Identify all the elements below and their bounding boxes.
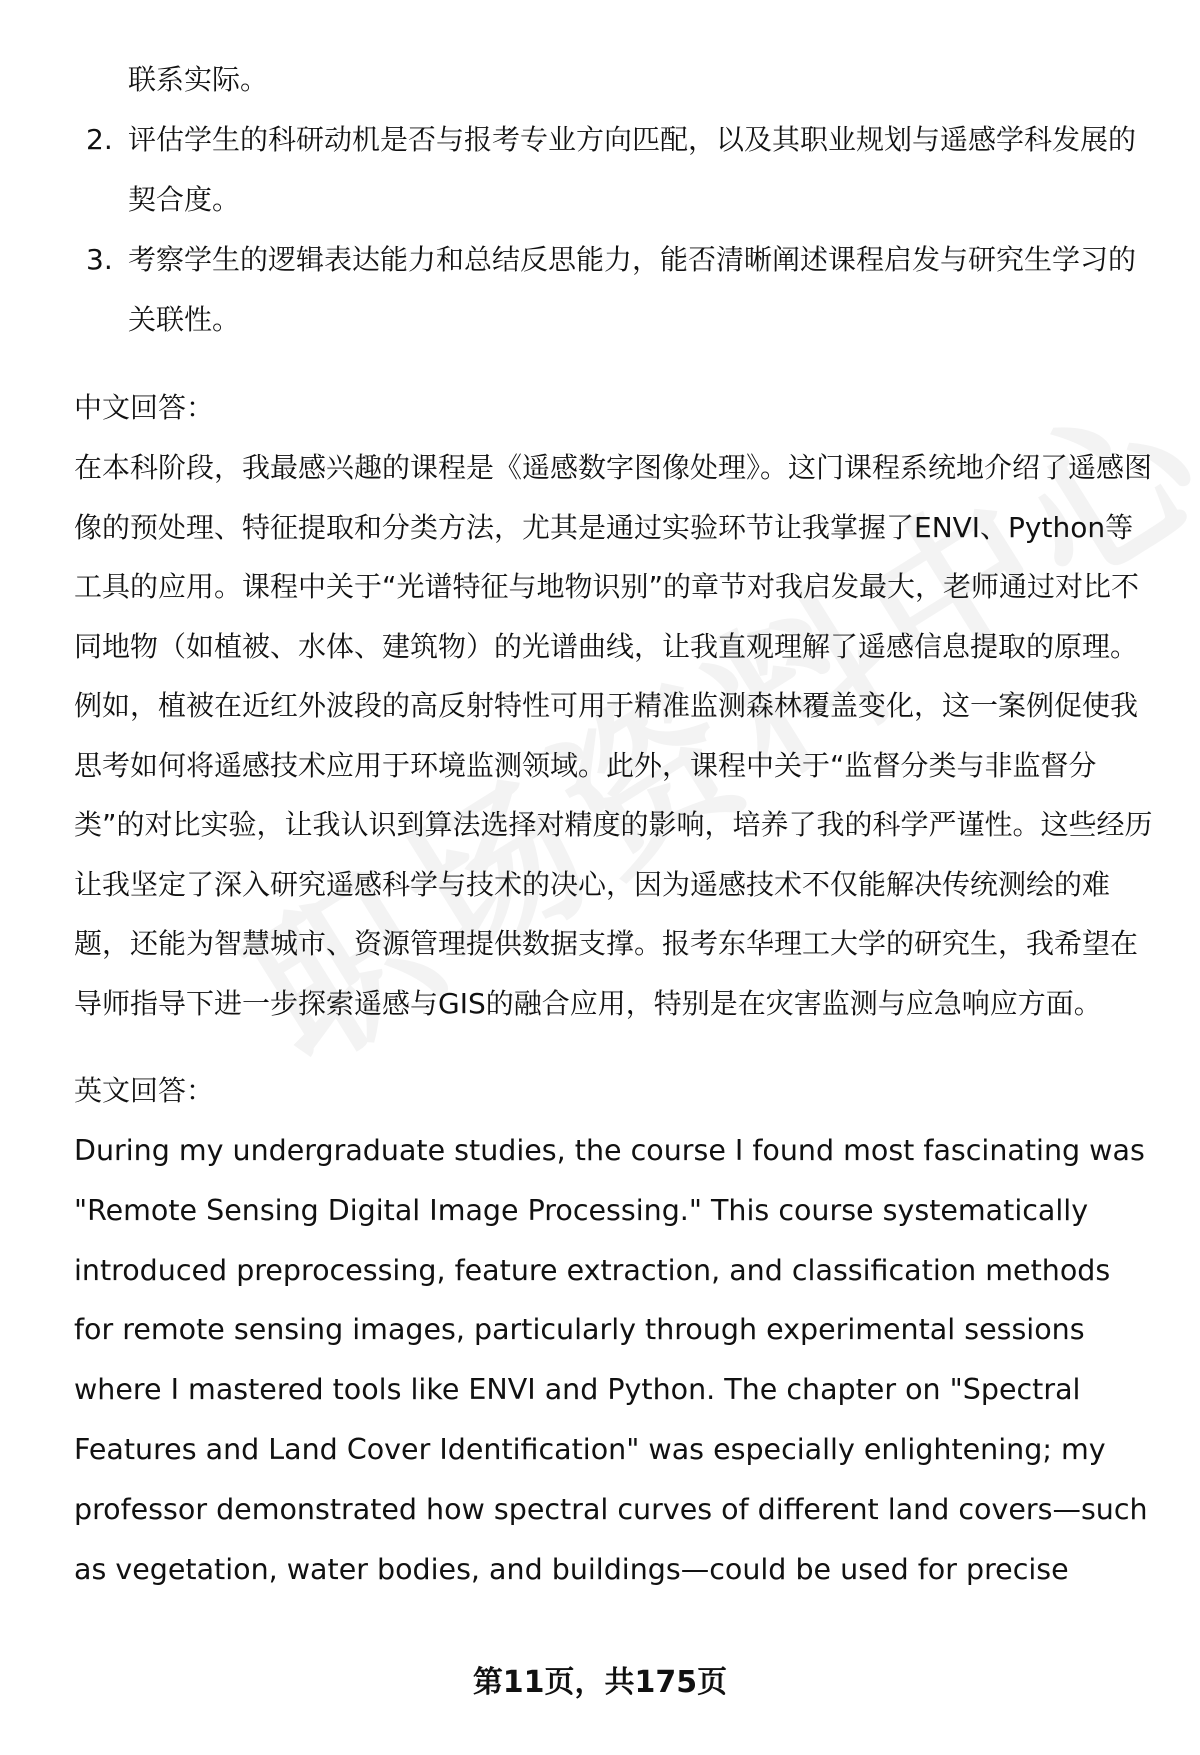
list-number: 2. [86,123,113,156]
list-item-continuation: 联系实际。 [128,63,269,96]
list-item-text: 考察学生的逻辑表达能力和总结反思能力，能否清晰阐述课程启发与研究生学习的关联性。 [128,243,1137,336]
criteria-list [74,110,1154,350]
page-number: 第11页，共175页 [472,1665,728,1700]
list-item [74,230,1154,350]
english-answer-text: During my undergraduate studies, the course I found most fascinating was "Remote Sensing Digital Image Processing." This course systematically introduced preprocessing, feature extraction, and classification methods for remote sensing images, particularly through experimental sessions where I mastered tools like ENVI and Python. The chapter on "Spectral Features and Land Cover Identification" was especially enlightening; my professor demonstrated how spectral curves of different land covers—such as vegetation, water bodies, and buildings—could be used for precise [74,1134,1148,1586]
document-body [74,50,1154,1599]
english-answer-label: 英文回答： [74,1074,215,1107]
list-item [74,110,1154,230]
chinese-answer-text: 在本科阶段，我最感兴趣的课程是《遥感数字图像处理》。这门课程系统地介绍了遥感图像的预处理、特征提取和分类方法，尤其是通过实验环节让我掌握了ENVI、Python等工具的应用。课程中关于“光谱特征与地物识别”的章节对我启发最大，老师通过对比不同地物（如植被、水体、建筑物）的光谱曲线，让我直观理解了遥感信息提取的原理。例如，植被在近红外波段的高反射特性可用于精准监测森林覆盖变化，这一案例促使我思考如何将遥感技术应用于环境监测领域。此外，课程中关于“监督分类与非监督分类”的对比实验，让我认识到算法选择对精度的影响，培养了我的科学严谨性。这些经历让我坚定了深入研究遥感科学与技术的决心，因为遥感技术不仅能解决传统测绘的难题，还能为智慧城市、资源管理提供数据支撑。报考东华理工大学的研究生，我希望在导师指导下进一步探索遥感与GIS的融合应用，特别是在灾害监测与应急响应方面。 [74,451,1153,1020]
chinese-answer-label: 中文回答： [74,391,215,424]
list-item-text: 评估学生的科研动机是否与报考专业方向匹配，以及其职业规划与遥感学科发展的契合度。 [128,123,1137,216]
list-number: 3. [86,243,113,276]
